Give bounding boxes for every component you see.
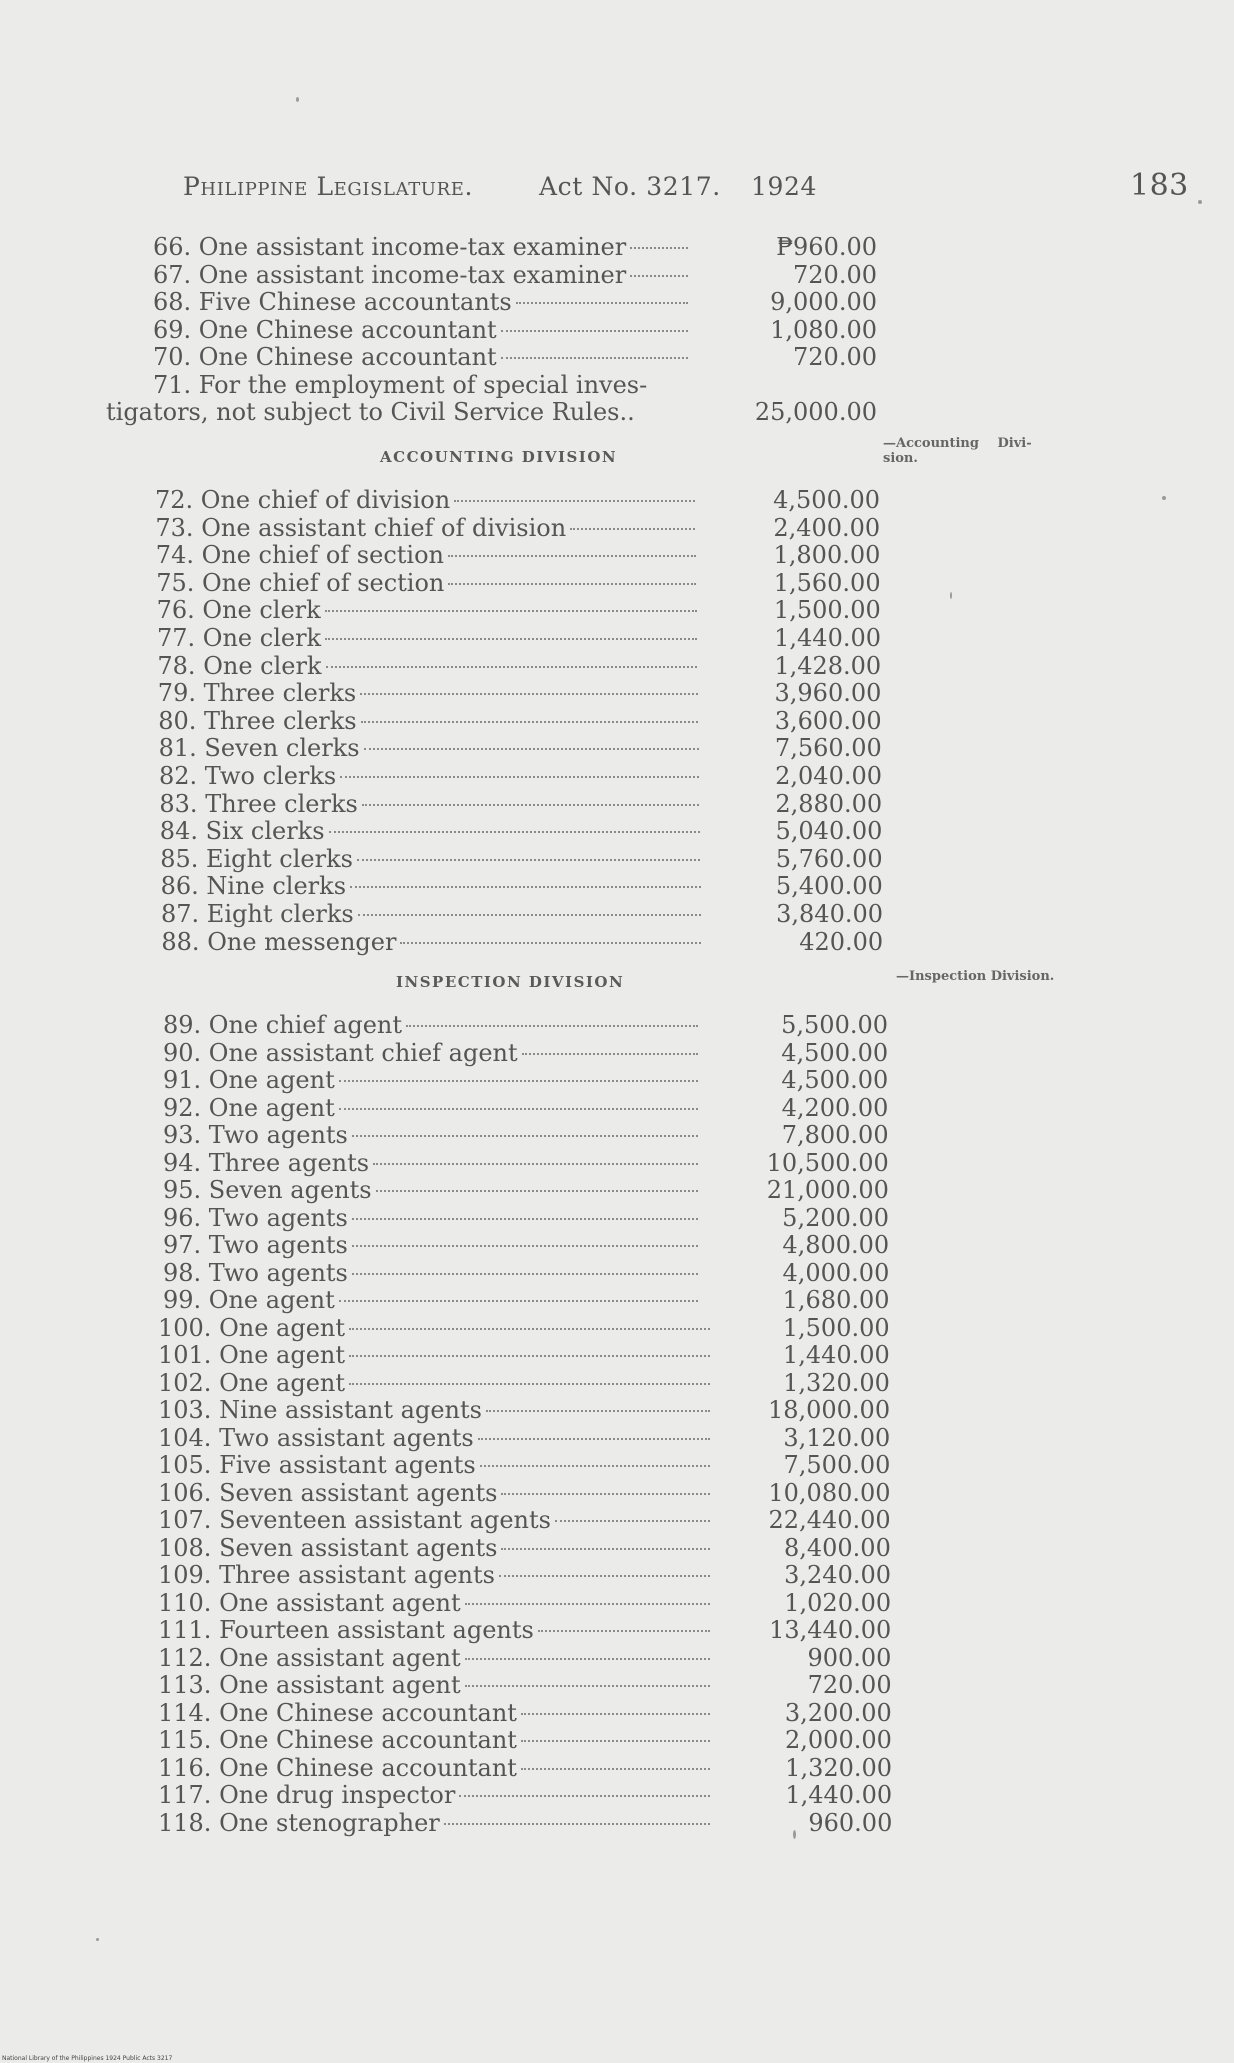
item-description	[158, 1314, 710, 1342]
dot-leader	[465, 1603, 710, 1605]
inspection-margin-note: —Inspection Division.	[896, 969, 1055, 984]
item-amount: 10,080.00	[768, 1478, 891, 1507]
dot-leader	[630, 247, 688, 249]
paper-speck	[96, 1938, 99, 1941]
item-description	[158, 1479, 710, 1507]
page-number: 183	[1130, 168, 1189, 203]
dot-leader	[516, 302, 688, 304]
item-description	[161, 928, 701, 956]
appropriation-item	[0, 1231, 900, 1259]
dot-leader	[501, 330, 688, 332]
appropriation-item	[0, 514, 900, 542]
item-amount: 1,440.00	[782, 1341, 890, 1369]
item-description	[163, 1286, 698, 1314]
item-description-text: 74. One chief of section	[155, 541, 444, 570]
appropriation-item	[0, 1204, 900, 1232]
item-description-text: 88. One messenger	[161, 927, 397, 956]
dot-leader	[448, 555, 696, 557]
appropriation-item	[0, 652, 900, 680]
item-description-text: 73. One assistant chief of division	[155, 513, 567, 542]
dot-leader	[364, 748, 699, 750]
item-description	[156, 569, 696, 597]
appropriation-item	[0, 316, 900, 344]
dot-leader	[325, 638, 697, 640]
appropriation-item	[0, 1424, 900, 1452]
item-amount: 10,500.00	[766, 1148, 889, 1177]
item-description-text: 81. Seven clerks	[158, 734, 360, 763]
dot-leader	[352, 1245, 698, 1247]
item-amount: 5,760.00	[775, 844, 883, 873]
appropriation-item	[0, 1176, 900, 1204]
appropriation-item	[0, 845, 900, 873]
item-description	[157, 652, 697, 680]
item-description-text: 91. One agent	[163, 1066, 335, 1094]
item-description-text: 87. Eight clerks	[161, 900, 354, 928]
dot-leader	[329, 831, 700, 833]
item-description	[163, 1231, 698, 1259]
appropriation-item	[0, 1039, 900, 1067]
item-amount: 1,080.00	[770, 315, 877, 344]
item-description	[163, 1149, 698, 1177]
appropriation-item	[0, 1699, 900, 1727]
item-amount: 5,500.00	[781, 1011, 888, 1039]
item-amount: 1,680.00	[782, 1286, 890, 1314]
item-description	[158, 1506, 710, 1534]
item-amount: 4,200.00	[781, 1093, 889, 1122]
item-description	[160, 817, 700, 845]
dot-leader	[339, 1108, 698, 1110]
appropriation-item	[0, 1341, 900, 1369]
item-description	[155, 514, 695, 542]
item-amount: 3,600.00	[774, 706, 882, 735]
appropriation-item	[0, 900, 900, 928]
digitization-credit: National Library of the Philippines 1924 Public Acts 3217	[2, 2055, 173, 2062]
dot-leader	[361, 721, 699, 723]
item-description	[153, 316, 688, 344]
item-description-text: 66. One assistant income-tax examiner	[153, 233, 627, 261]
item-description	[160, 845, 700, 873]
appropriation-item	[0, 1369, 900, 1397]
appropriation-item	[0, 817, 900, 845]
item-amount: 4,500.00	[773, 486, 880, 514]
item-description	[161, 900, 701, 928]
item-amount: 720.00	[793, 343, 877, 371]
item-description-text: 76. One clerk	[156, 596, 321, 625]
item-description-text: 118. One stenographer	[158, 1808, 440, 1837]
item-description-text: 75. One chief of section	[156, 568, 445, 597]
dot-leader	[373, 1163, 698, 1165]
item-description	[156, 541, 696, 569]
item-description-text: 109. Three assistant agents	[158, 1561, 495, 1589]
item-amount: 7,800.00	[781, 1121, 889, 1149]
header-act-number: Act No. 3217.	[539, 172, 721, 201]
dot-leader	[358, 914, 701, 916]
item-description	[155, 486, 695, 514]
item-description	[158, 707, 698, 735]
item-amount: 5,200.00	[782, 1203, 890, 1232]
dot-leader	[501, 357, 688, 359]
item-description-text: 84. Six clerks	[159, 817, 325, 846]
item-amount: 960.00	[808, 1808, 893, 1837]
paper-speck	[950, 592, 952, 599]
item-description	[163, 1039, 698, 1067]
appropriation-item	[0, 1506, 900, 1534]
item-description-text: 113. One assistant agent	[158, 1671, 461, 1699]
item-description-text: 103. Nine assistant agents	[158, 1396, 482, 1424]
item-description-text: 82. Two clerks	[159, 762, 337, 790]
paper-speck	[296, 97, 299, 102]
dot-leader	[406, 1025, 698, 1027]
item-description	[158, 1369, 710, 1397]
item-amount: 3,840.00	[776, 900, 883, 928]
item-amount: 3,960.00	[774, 679, 882, 708]
item-description-text: 101. One agent	[158, 1341, 346, 1369]
appropriation-item	[0, 1066, 900, 1094]
appropriation-item	[0, 1396, 900, 1424]
dot-leader	[448, 583, 696, 585]
dot-leader	[522, 1053, 698, 1055]
appropriation-item	[0, 233, 900, 261]
dot-leader	[465, 1685, 710, 1687]
item-amount: 1,428.00	[774, 651, 882, 680]
item-amount: 1,560.00	[773, 568, 881, 597]
dot-leader	[360, 693, 698, 695]
item-description-text: 79. Three clerks	[157, 679, 357, 708]
item-amount: 5,400.00	[775, 872, 883, 901]
item-description: 71. For the employment of special inves-	[153, 371, 648, 399]
item-amount: 21,000.00	[766, 1176, 889, 1204]
item-description	[163, 1094, 698, 1122]
accounting-margin-note-line-2: sion.	[883, 451, 918, 466]
item-amount: 13,440.00	[769, 1616, 892, 1644]
appropriation-item	[0, 679, 900, 707]
appropriation-item	[0, 1121, 900, 1149]
dot-leader	[326, 666, 698, 668]
item-description	[163, 1176, 698, 1204]
dot-leader	[357, 859, 700, 861]
item-amount: 3,120.00	[783, 1423, 891, 1452]
dot-leader	[339, 1300, 698, 1302]
item-amount: 2,880.00	[775, 789, 883, 818]
inspection-division-heading: INSPECTION DIVISION	[396, 973, 625, 991]
item-description	[158, 1644, 710, 1672]
item-description-text: 93. Two agents	[163, 1121, 348, 1149]
dot-leader	[501, 1493, 710, 1495]
item-description-text: 107. Seventeen assistant agents	[158, 1506, 551, 1534]
appropriation-item	[0, 1451, 900, 1479]
item-description	[153, 233, 688, 261]
item-description-text: 111. Fourteen assistant agents	[158, 1616, 534, 1644]
item-amount: 1,320.00	[785, 1753, 893, 1782]
item-description	[158, 1451, 710, 1479]
dot-leader	[538, 1630, 710, 1632]
paper-speck	[1162, 496, 1166, 500]
item-description	[158, 1754, 710, 1782]
dot-leader	[570, 528, 695, 530]
item-amount: 900.00	[807, 1643, 892, 1672]
dot-leader	[349, 1328, 710, 1330]
item-description-text: 83. Three clerks	[159, 789, 358, 818]
appropriation-item	[0, 1286, 900, 1314]
item-description-text: 85. Eight clerks	[160, 844, 353, 873]
appropriation-item	[0, 1589, 900, 1617]
item-description-text: 114. One Chinese accountant	[158, 1698, 517, 1727]
appropriation-item	[0, 541, 900, 569]
item-amount: ₱960.00	[776, 233, 877, 261]
dot-leader	[400, 942, 701, 944]
item-description	[159, 790, 699, 818]
item-amount: 4,500.00	[781, 1038, 889, 1067]
appropriation-item	[0, 1011, 900, 1039]
item-description-text: 67. One assistant income-tax examiner	[153, 260, 627, 289]
dot-leader	[340, 776, 699, 778]
appropriation-item	[0, 1561, 900, 1589]
dot-leader	[444, 1823, 710, 1825]
item-description	[157, 596, 697, 624]
appropriation-item	[0, 1094, 900, 1122]
item-description-text: 105. Five assistant agents	[158, 1451, 476, 1479]
item-description-text: 70. One Chinese accountant	[153, 343, 497, 371]
item-amount: 4,500.00	[781, 1066, 889, 1094]
appropriation-item	[0, 762, 900, 790]
item-description	[158, 1396, 710, 1424]
appropriation-item	[0, 1616, 900, 1644]
item-description	[158, 1809, 710, 1837]
appropriation-item-71-line-2	[0, 398, 900, 426]
appropriation-item	[0, 596, 900, 624]
dot-leader	[499, 1575, 710, 1577]
item-description-text: 69. One Chinese accountant	[153, 315, 497, 344]
appropriation-item	[0, 1149, 900, 1177]
dot-leader	[339, 1080, 698, 1082]
item-amount: 25,000.00	[754, 398, 877, 426]
appropriation-item	[0, 734, 900, 762]
item-description	[161, 872, 701, 900]
item-amount: 3,200.00	[784, 1698, 892, 1727]
item-description-text: 110. One assistant agent	[158, 1588, 461, 1617]
item-amount: 1,440.00	[785, 1781, 893, 1809]
item-description-text: 117. One drug inspector	[158, 1781, 456, 1809]
appropriation-item	[0, 1754, 900, 1782]
item-description	[163, 1066, 698, 1094]
appropriation-item	[0, 872, 900, 900]
item-description	[158, 1561, 710, 1589]
accounting-margin-note	[883, 436, 1083, 466]
appropriation-item	[0, 1534, 900, 1562]
dot-leader	[480, 1465, 710, 1467]
item-description-text: 99. One agent	[163, 1286, 335, 1314]
item-description	[158, 1589, 710, 1617]
item-amount: 420.00	[799, 927, 884, 956]
item-description	[158, 1671, 710, 1699]
item-description	[158, 1699, 710, 1727]
item-description-text: 96. Two agents	[163, 1203, 348, 1232]
item-description	[159, 762, 699, 790]
item-description-text: 98. Two agents	[163, 1258, 348, 1287]
dot-leader	[465, 1658, 710, 1660]
appropriation-item	[0, 569, 900, 597]
item-description-text: 90. One assistant chief agent	[163, 1038, 518, 1067]
item-description	[158, 1781, 710, 1809]
dot-leader	[459, 1795, 710, 1797]
item-amount: 5,040.00	[775, 817, 883, 846]
item-description	[158, 1726, 710, 1754]
item-description	[163, 1011, 698, 1039]
item-description-text: 104. Two assistant agents	[158, 1423, 474, 1452]
item-description: tigators, not subject to Civil Service Rules..	[106, 398, 635, 426]
item-description-text: 95. Seven agents	[163, 1176, 372, 1204]
dot-leader	[555, 1520, 710, 1522]
dot-leader	[362, 804, 700, 806]
item-description	[157, 624, 697, 652]
item-amount: 720.00	[807, 1671, 892, 1699]
item-description	[163, 1204, 698, 1232]
item-description-text: 89. One chief agent	[163, 1011, 403, 1039]
item-amount: 22,440.00	[768, 1506, 891, 1534]
appropriation-item	[0, 288, 900, 316]
appropriation-item	[0, 1781, 900, 1809]
item-description	[158, 1424, 710, 1452]
item-amount: 720.00	[793, 260, 877, 289]
dot-leader	[630, 275, 688, 277]
item-description-text: 97. Two agents	[163, 1231, 348, 1259]
dot-leader	[349, 1383, 710, 1385]
item-description	[163, 1121, 698, 1149]
item-amount: 7,500.00	[783, 1451, 891, 1479]
dot-leader	[349, 1355, 710, 1357]
appropriation-item	[0, 1259, 900, 1287]
item-amount: 1,320.00	[783, 1368, 890, 1397]
appropriation-item	[0, 624, 900, 652]
dot-leader	[350, 886, 701, 888]
item-description-text: 92. One agent	[163, 1093, 335, 1122]
header-year: 1924	[751, 172, 818, 201]
dot-leader	[486, 1410, 710, 1412]
appropriation-item	[0, 1644, 900, 1672]
paper-speck	[793, 1830, 796, 1839]
item-description-text: 78. One clerk	[157, 651, 322, 680]
dot-leader	[352, 1135, 698, 1137]
item-amount: 2,000.00	[785, 1726, 892, 1754]
item-description-text: 72. One chief of division	[155, 486, 451, 514]
item-description	[158, 1341, 710, 1369]
accounting-margin-note-line-1: —Accounting Divi-	[883, 436, 1032, 451]
item-description	[159, 734, 699, 762]
item-description	[153, 288, 688, 316]
item-amount: 8,400.00	[783, 1533, 891, 1562]
dot-leader	[501, 1548, 710, 1550]
dot-leader	[325, 610, 697, 612]
item-amount: 1,440.00	[774, 624, 881, 652]
appropriation-item	[0, 928, 900, 956]
dot-leader	[521, 1740, 710, 1742]
dot-leader	[352, 1273, 698, 1275]
appropriation-item	[0, 343, 900, 371]
item-amount: 7,560.00	[774, 734, 882, 763]
item-description-text: 115. One Chinese accountant	[158, 1726, 517, 1754]
item-amount: 4,000.00	[782, 1258, 890, 1287]
item-description-text: 68. Five Chinese accountants	[153, 288, 512, 316]
item-amount: 9,000.00	[770, 288, 877, 316]
item-amount: 1,020.00	[784, 1588, 892, 1617]
appropriation-item	[0, 790, 900, 818]
appropriation-item	[0, 1726, 900, 1754]
appropriation-item	[0, 261, 900, 289]
item-description-text: 100. One agent	[158, 1313, 346, 1342]
item-description-text: 80. Three clerks	[158, 706, 357, 735]
item-amount: 2,400.00	[773, 513, 881, 542]
item-description	[158, 679, 698, 707]
appropriation-item	[0, 1314, 900, 1342]
dot-leader	[454, 500, 695, 502]
item-description	[163, 1259, 698, 1287]
item-amount: 1,500.00	[782, 1313, 890, 1342]
item-description-text: 108. Seven assistant agents	[158, 1533, 498, 1562]
dot-leader	[521, 1768, 710, 1770]
dot-leader	[376, 1190, 698, 1192]
dot-leader	[478, 1438, 710, 1440]
item-description	[158, 1534, 710, 1562]
item-description-text: 77. One clerk	[157, 624, 322, 652]
item-amount: 4,800.00	[782, 1231, 890, 1259]
item-amount: 1,500.00	[773, 596, 881, 625]
appropriation-item	[0, 707, 900, 735]
header-title: Philippine Legislature.	[183, 172, 474, 201]
item-amount: 18,000.00	[767, 1396, 891, 1424]
dot-leader	[352, 1218, 698, 1220]
item-description	[153, 261, 688, 289]
item-amount: 1,800.00	[773, 541, 881, 570]
item-amount: 3,240.00	[784, 1561, 891, 1589]
paper-speck	[1198, 200, 1202, 204]
item-description-text: 116. One Chinese accountant	[158, 1753, 517, 1782]
dot-leader	[521, 1713, 710, 1715]
item-description-text: 106. Seven assistant agents	[158, 1478, 498, 1507]
appropriation-item	[0, 1671, 900, 1699]
appropriation-item	[0, 486, 900, 514]
item-description-text: 102. One agent	[158, 1368, 346, 1397]
accounting-division-heading: ACCOUNTING DIVISION	[380, 448, 618, 466]
appropriation-item-71-line-1	[0, 371, 900, 399]
item-description-text: 112. One assistant agent	[158, 1643, 461, 1672]
item-description	[153, 343, 688, 371]
item-description	[158, 1616, 710, 1644]
item-amount: 2,040.00	[775, 762, 882, 790]
appropriation-item	[0, 1809, 900, 1837]
item-description-text: 94. Three agents	[163, 1148, 370, 1177]
item-description-text: 86. Nine clerks	[160, 872, 347, 901]
appropriation-item	[0, 1479, 900, 1507]
